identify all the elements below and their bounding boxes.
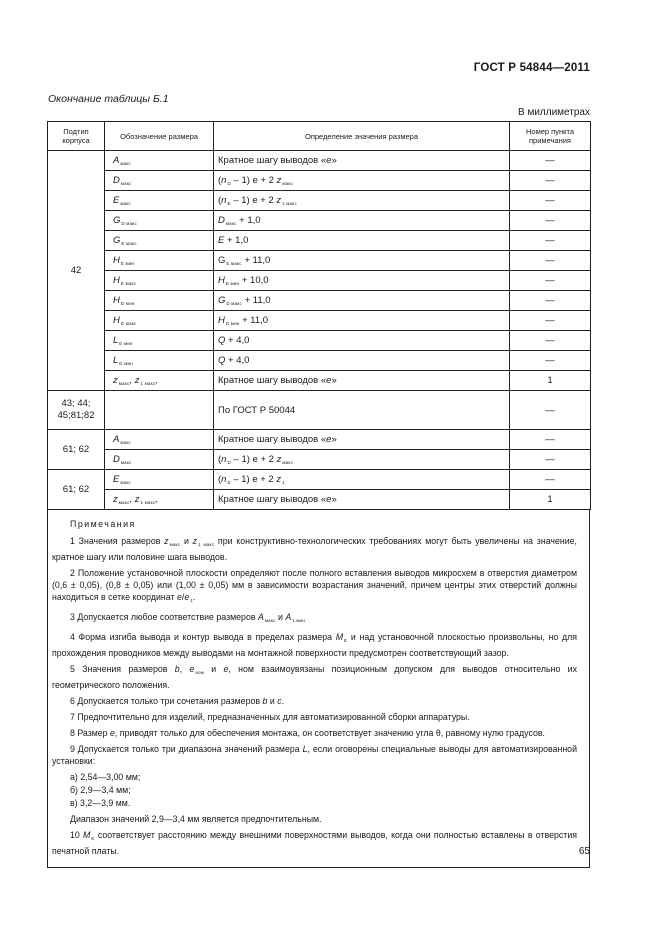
text-run: 8 Размер (70, 728, 111, 738)
note-number-cell: — (510, 331, 591, 351)
italic-symbol: A (285, 612, 292, 622)
text-run: / (181, 592, 185, 602)
dimension-definition-cell (214, 191, 510, 211)
italic-symbol: A (257, 612, 264, 622)
text-run: , приводят только для обеспечения монтажа, он соответствует значению угла θ, равному нулю градусов. (114, 728, 545, 738)
italic-symbol: e (184, 592, 190, 602)
dimension-symbol-cell (105, 191, 214, 211)
italic-symbol: D (218, 215, 225, 226)
note-number-cell: — (510, 391, 591, 430)
subscript: 1 (282, 480, 285, 485)
text-run: + 1,0 (224, 235, 249, 246)
text-run: + 11,0 (239, 315, 269, 326)
dimension-definition-cell (214, 171, 510, 191)
text-run: » (331, 155, 337, 166)
note-number-cell: — (510, 191, 591, 211)
note-item (52, 535, 577, 563)
italic-symbol: n (221, 195, 227, 206)
text-run: ( (218, 195, 222, 206)
text-run: ( (218, 175, 222, 186)
italic-symbol: b (174, 664, 180, 674)
table-header-row (48, 122, 591, 151)
note-number-cell: 1 (510, 371, 591, 391)
comma-separator: , (155, 375, 158, 386)
note-number-cell: — (510, 231, 591, 251)
subscript: D макс (226, 301, 242, 306)
italic-symbol: Q (218, 335, 226, 346)
dimension-subscript: макс (118, 500, 130, 505)
subscript: 1 макс (282, 201, 297, 206)
italic-symbol: z (276, 474, 282, 485)
text-run: при конструктивно-технологических требованиях могут быть увеличены на значение, кратное шагу или половине шага выводов. (52, 536, 577, 562)
table-row (48, 151, 591, 171)
text-run: 4 Форма изгиба вывода и контур вывода в пределах размера (70, 632, 336, 642)
dimension-definition-cell (214, 430, 510, 450)
italic-symbol: E (218, 235, 225, 246)
text-run: , если оговорены специальные выводы для автоматизированной установки: (52, 744, 577, 766)
text-run: и (267, 696, 278, 706)
dimension-symbol-cell (105, 171, 214, 191)
text-run: и (275, 612, 286, 622)
note-item (52, 829, 577, 857)
subscript: 1 мин (292, 618, 306, 623)
table-row (48, 291, 591, 311)
note-number-cell: — (510, 291, 591, 311)
dimension-letter: H (113, 275, 120, 286)
dimensions-table (47, 121, 591, 510)
note-item (52, 695, 577, 707)
dimension-symbol-cell (105, 430, 214, 450)
dimension-symbol-cell (105, 211, 214, 231)
note-number-cell: — (510, 251, 591, 271)
subscript: макс (264, 618, 276, 623)
text-run: » (331, 494, 337, 505)
text-run: Кратное шагу выводов « (218, 434, 327, 445)
text-run: 7 Предпочтительно для изделий, предназначенных для автоматизированной сборки аппаратуры. (70, 712, 470, 722)
dimension-subscript: макс (120, 181, 132, 186)
subscript: макс (282, 460, 294, 465)
table-row (48, 311, 591, 331)
note-item (52, 743, 577, 767)
dimension-subscript: E макс (121, 241, 137, 246)
units-label: В миллиметрах (518, 107, 590, 118)
dimension-symbol-cell (105, 450, 214, 470)
table-row (48, 470, 591, 490)
header-dimension-symbol: Обозначение размера (105, 122, 214, 151)
dimension-definition-cell (214, 151, 510, 171)
table-row (48, 231, 591, 251)
dimension-subscript: макс (120, 480, 132, 485)
subscript: E мин (225, 281, 240, 286)
text-run: . (281, 696, 285, 706)
dimension-symbol-cell (105, 490, 214, 510)
dimension-subscript: макс (120, 161, 132, 166)
dimension-symbol-cell (105, 391, 214, 430)
subscript: E (227, 201, 231, 206)
dimension-symbol-cell (105, 151, 214, 171)
text-run: 10 (70, 830, 84, 840)
note-item (52, 631, 577, 659)
dimension-subscript: E мин (119, 341, 133, 346)
text-run: 5 Значения размеров (70, 664, 175, 674)
subscript: E (91, 836, 95, 841)
table-row (48, 271, 591, 291)
dimension-symbol-cell (105, 331, 214, 351)
text-run: Кратное шагу выводов « (218, 155, 327, 166)
text-run: ( (218, 474, 222, 485)
header-dimension-definition: Определение значения размера (214, 122, 510, 151)
note-number-cell: — (510, 211, 591, 231)
dimensions-table-wrapper (47, 121, 590, 868)
hull-subtype-cell: 42 (48, 151, 105, 391)
hull-subtype-cell: 61; 62 (48, 470, 105, 510)
table-row (48, 430, 591, 450)
note-number-cell: — (510, 151, 591, 171)
comma-separator: , (155, 494, 158, 505)
italic-symbol: z (276, 175, 282, 186)
standard-designation: ГОСТ Р 54844—2011 (473, 62, 590, 74)
text-run: 1 Значения размеров (70, 536, 165, 546)
subscript: E (227, 480, 231, 485)
subscript: D мин (225, 321, 240, 326)
subscript: E макс (226, 261, 242, 266)
text-run: + 4,0 (225, 355, 250, 366)
dimension-subscript: D макс (120, 321, 137, 326)
range-item: в) 3,2—3,9 мм. (70, 798, 131, 808)
notes-block (47, 510, 590, 868)
italic-symbol: G (218, 295, 226, 306)
range-item: а) 2,54—3,00 мм; (70, 772, 141, 782)
page-number: 65 (578, 846, 590, 857)
note-number-cell: — (510, 351, 591, 371)
italic-symbol: e (189, 664, 195, 674)
dimension-letter: H (113, 255, 120, 266)
dimension-symbol-cell (105, 371, 214, 391)
notes-heading: Примечания (70, 519, 136, 529)
subscript: 1 (190, 598, 193, 603)
note-number-cell: — (510, 470, 591, 490)
comma-separator: , (129, 494, 135, 505)
note-item (52, 711, 577, 723)
note-item (52, 567, 577, 607)
text-run: ( (218, 454, 222, 465)
dimension-definition-cell (214, 331, 510, 351)
note-number-cell: — (510, 271, 591, 291)
text-run: – 1) e + 2 (230, 454, 277, 465)
text-run: Кратное шагу выводов « (218, 494, 327, 505)
dimension-definition-cell (214, 211, 510, 231)
dimension-definition-cell (214, 391, 510, 430)
text-run: 2 Положение установочной плоскости определяют после полного вставления выводов микросхем в отверстия диаметром (0,6 ± 0,05), (0,8 ± 0,05) или (1,00 ± 0,05) мм в зависимости возрастания значений, причем центры этих отверстий должны находиться в сетке координат (52, 568, 577, 602)
text-run: и (204, 664, 224, 674)
header-hull-subtype: Подтип корпуса (48, 122, 105, 151)
dimension-symbol-cell (105, 351, 214, 371)
text-run: + 11,0 (241, 295, 271, 306)
table-row (48, 331, 591, 351)
text-run: G (218, 255, 226, 266)
italic-symbol: b (262, 696, 268, 706)
dimension-definition-cell (214, 470, 510, 490)
dimension-subscript: D мин (120, 301, 135, 306)
dimension-letter: H (113, 315, 120, 326)
dimension-subscript: D мин (119, 361, 133, 366)
text-run: – 1) e + 2 (230, 474, 277, 485)
dimension-letter: D (113, 175, 120, 186)
dimension-subscript: макс (120, 460, 132, 465)
table-body (48, 151, 591, 510)
text-run: соответствует расстоянию между внешними поверхностями выводов, когда они полностью вставлены в отверстия печатной платы. (52, 830, 577, 856)
dimension-letter: H (113, 295, 120, 306)
italic-symbol: M (83, 830, 91, 840)
dimension-letter: z (113, 494, 118, 505)
dimension-letter: G (113, 235, 121, 246)
dimension-subscript: 1 макс (140, 381, 156, 386)
italic-symbol: n (221, 474, 227, 485)
italic-symbol: е (110, 728, 115, 738)
dimension-letter: D (113, 454, 120, 465)
subscript: 1 макс (198, 542, 215, 547)
text-run: По ГОСТ Р 50044 (218, 404, 296, 416)
dimension-letter: A (113, 434, 120, 445)
italic-symbol: e (176, 592, 182, 602)
text-run: , (179, 664, 190, 674)
italic-symbol: n (221, 175, 227, 186)
table-caption: Окончание таблицы Б.1 (48, 93, 169, 105)
italic-symbol: L (302, 744, 308, 754)
note-item (52, 663, 577, 691)
dimension-definition-cell (214, 251, 510, 271)
dimension-symbol-cell (105, 311, 214, 331)
table-row (48, 450, 591, 470)
dimension-definition-cell (214, 311, 510, 331)
note-number-cell: — (510, 450, 591, 470)
dimension-definition-cell (214, 490, 510, 510)
text-run: – 1) e + 2 (230, 195, 277, 206)
italic-symbol: е (326, 375, 332, 386)
dimension-symbol-cell (105, 470, 214, 490)
note-number-cell: — (510, 430, 591, 450)
text-run: + 11,0 (241, 255, 271, 266)
note-number-cell: — (510, 171, 591, 191)
dimension-symbol-cell (105, 291, 214, 311)
dimension-definition-cell (214, 351, 510, 371)
dimension-letter: E (113, 195, 120, 206)
table-row (48, 171, 591, 191)
text-run: и (180, 536, 193, 546)
text-run: 3 Допускается любое соответствие размеров (70, 612, 258, 622)
dimension-definition-cell (214, 231, 510, 251)
preferred-range-note: Диапазон значений 2,9—3,4 мм является предпочтительным. (70, 814, 322, 824)
note-number-cell: — (510, 311, 591, 331)
note-item (52, 611, 577, 627)
dimension-symbol-cell (105, 271, 214, 291)
text-run: – 1) e + 2 (230, 175, 277, 186)
italic-symbol: n (221, 454, 227, 465)
dimension-letter: z (134, 375, 140, 386)
text-run: + 4,0 (225, 335, 250, 346)
comma-separator: , (129, 375, 135, 386)
italic-symbol: z (276, 195, 282, 206)
subscript: D (227, 181, 231, 186)
subscript: макс (282, 181, 294, 186)
text-run: 9 Допускается только три диапазона значений размера (70, 744, 303, 754)
text-run: , ном взаимоувязаны позиционным допуском для выводов относительно их геометрического положения. (52, 664, 577, 690)
italic-symbol: c (277, 696, 282, 706)
italic-symbol: e (223, 664, 229, 674)
italic-symbol: е (326, 155, 332, 166)
text-run: » (331, 434, 337, 445)
subscript: макс (225, 221, 237, 226)
dimension-definition-cell (214, 291, 510, 311)
italic-symbol: Q (218, 355, 226, 366)
dimension-subscript: макс (120, 440, 132, 445)
hull-subtype-cell: 61; 62 (48, 430, 105, 470)
table-row (48, 391, 591, 430)
text-run: . (192, 592, 196, 602)
note-item (52, 727, 577, 739)
italic-symbol: z (276, 454, 282, 465)
dimension-subscript: E мин (120, 261, 135, 266)
table-row (48, 371, 591, 391)
dimension-subscript: макс (118, 381, 130, 386)
dimension-letter: G (113, 215, 121, 226)
dimension-letter: L (113, 355, 119, 366)
note-number-cell: 1 (510, 490, 591, 510)
dimension-letter: A (113, 155, 120, 166)
dimension-symbol-cell (105, 251, 214, 271)
table-row (48, 251, 591, 271)
dimension-subscript: 1 макс (140, 500, 156, 505)
table-row (48, 211, 591, 231)
subscript: E (344, 638, 348, 643)
table-row (48, 351, 591, 371)
text-run: Кратное шагу выводов « (218, 375, 327, 386)
dimension-subscript: E макс (120, 281, 137, 286)
text-run: » (331, 375, 337, 386)
table-row (48, 191, 591, 211)
italic-symbol: H (218, 315, 225, 326)
italic-symbol: е (326, 434, 332, 445)
italic-symbol: z (164, 536, 169, 546)
dimension-letter: E (113, 474, 120, 485)
text-run: + 1,0 (236, 215, 261, 226)
dimension-definition-cell (214, 271, 510, 291)
dimension-definition-cell (214, 450, 510, 470)
header-note-number: Номер пункта примечания (510, 122, 591, 151)
range-item: б) 2,9—3,4 мм; (70, 785, 131, 795)
italic-symbol: H (218, 275, 225, 286)
dimension-letter: L (113, 335, 119, 346)
dimension-definition-cell (214, 371, 510, 391)
dimension-subscript: D макс (121, 221, 137, 226)
dimension-symbol-cell (105, 231, 214, 251)
subscript: макс (169, 542, 181, 547)
text-run: 6 Допускается только три сочетания размеров (70, 696, 263, 706)
text-run: и над установочной плоскостью произвольны, но для прохождения проводников между выводами на монтажной поверхности предусмотрен соответствующий зазор. (52, 632, 577, 658)
subscript: ном (195, 670, 204, 675)
text-run: + 10,0 (239, 275, 269, 286)
dimension-subscript: макс (120, 201, 132, 206)
hull-subtype-cell: 43; 44; 45;81;82 (48, 391, 105, 430)
table-row (48, 490, 591, 510)
dimension-letter: z (113, 375, 118, 386)
italic-symbol: M (335, 632, 344, 642)
dimension-letter: z (134, 494, 140, 505)
subscript: D (227, 460, 231, 465)
italic-symbol: z (192, 536, 198, 546)
italic-symbol: е (326, 494, 332, 505)
